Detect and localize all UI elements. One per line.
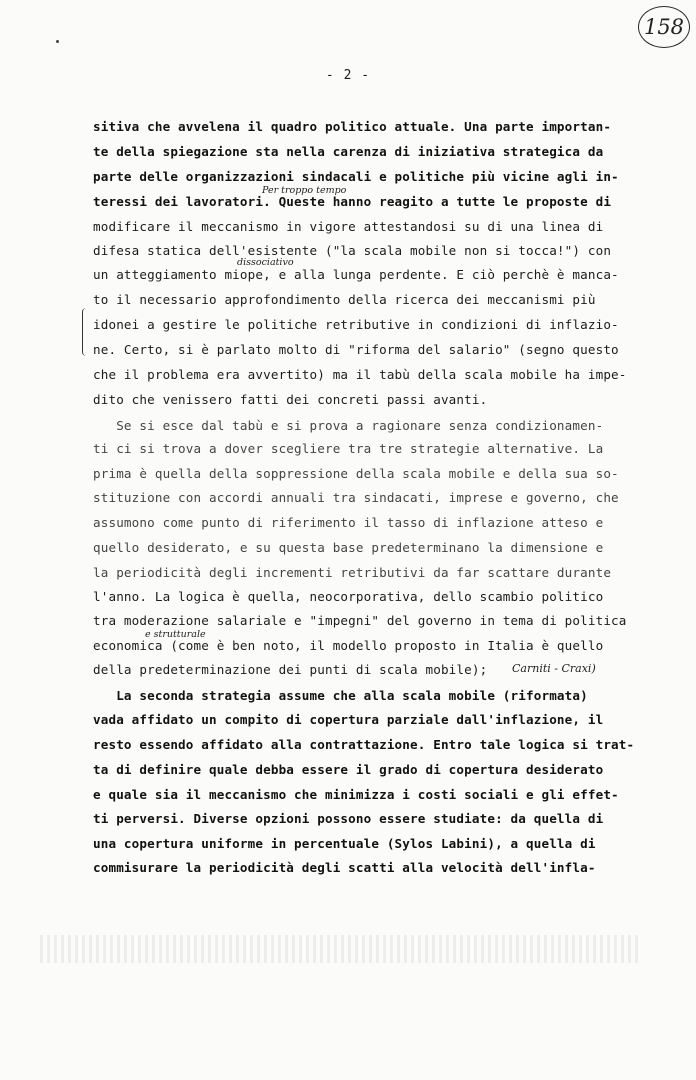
text-line: ta di definire quale debba essere il grado di copertura desiderato xyxy=(93,762,604,777)
text-line: assumono come punto di riferimento il tasso di inflazione atteso e xyxy=(93,515,604,530)
stamp-number: 158 xyxy=(643,15,685,39)
text-line: parte delle organizzazioni sindacali e politiche più vicine agli in- xyxy=(93,169,619,184)
text-line: resto essendo affidato alla contrattazione. Entro tale logica si trat- xyxy=(93,737,635,752)
handwritten-note: dissociativo xyxy=(237,257,294,268)
text-line: vada affidato un compito di copertura parziale dall'inflazione, il xyxy=(93,712,604,727)
text-line: Se si esce dal tabù e si prova a ragionare senza condizionamen- xyxy=(93,418,604,433)
text-line: l'anno. La logica è quella, neocorporativa, dello scambio politico xyxy=(93,589,604,604)
text-line: che il problema era avvertito) ma il tabù della scala mobile ha impe- xyxy=(93,367,627,382)
text-line: modificare il meccanismo in vigore attestandosi su di una linea di xyxy=(93,219,604,234)
text-line: teressi dei lavoratori. Queste hanno reagito a tutte le proposte di xyxy=(93,194,612,209)
text-line: La seconda strategia assume che alla scala mobile (riformata) xyxy=(93,688,588,703)
page-number: - 2 - xyxy=(325,68,371,83)
text-line: della predeterminazione dei punti di scala mobile); xyxy=(93,662,488,677)
text-line: sitiva che avvelena il quadro politico attuale. Una parte importan- xyxy=(93,119,612,134)
text-line: dito che venissero fatti dei concreti passi avanti. xyxy=(93,392,488,407)
text-line: ne. Certo, si è parlato molto di "riforma del salario" (segno questo xyxy=(93,342,619,357)
text-line: e quale sia il meccanismo che minimizza i costi sociali e gli effet- xyxy=(93,787,619,802)
text-line: prima è quella della soppressione della scala mobile e della sua so- xyxy=(93,466,619,481)
text-line: la periodicità degli incrementi retributivi da far scattare durante xyxy=(93,565,612,580)
text-line: un atteggiamento miope, e alla lunga perdente. E ciò perchè è manca- xyxy=(93,267,619,282)
text-line: te della spiegazione sta nella carenza di iniziativa strategica da xyxy=(93,144,604,159)
text-line: stituzione con accordi annuali tra sindacati, imprese e governo, che xyxy=(93,490,619,505)
text-line: quello desiderato, e su questa base predeterminano la dimensione e xyxy=(93,540,604,555)
text-line: idonei a gestire le politiche retributive in condizioni di inflazio- xyxy=(93,317,619,332)
archive-number-stamp xyxy=(638,6,690,48)
handwritten-note: Carniti - Craxi) xyxy=(512,662,596,675)
text-line: ti perversi. Diverse opzioni possono essere studiate: da quella di xyxy=(93,811,604,826)
text-line: ti ci si trova a dover scegliere tra tre strategie alternative. La xyxy=(93,441,604,456)
ink-dot xyxy=(56,40,59,43)
text-line: una copertura uniforme in percentuale (Sylos Labini), a quella di xyxy=(93,836,596,851)
text-line: tra moderazione salariale e "impegni" del governo in tema di politica xyxy=(93,613,627,628)
handwritten-note: Per troppo tempo xyxy=(262,185,347,196)
bleed-through-smudge xyxy=(40,935,640,963)
handwritten-note: e strutturale xyxy=(145,629,206,640)
text-line: economica (come è ben noto, il modello proposto in Italia è quello xyxy=(93,638,604,653)
text-line: to il necessario approfondimento della ricerca dei meccanismi più xyxy=(93,292,596,307)
text-line: difesa statica dell'esistente ("la scala mobile non si tocca!") con xyxy=(93,243,612,258)
text-line: commisurare la periodicità degli scatti alla velocità dell'infla- xyxy=(93,860,596,875)
margin-bracket-mark xyxy=(82,308,89,356)
